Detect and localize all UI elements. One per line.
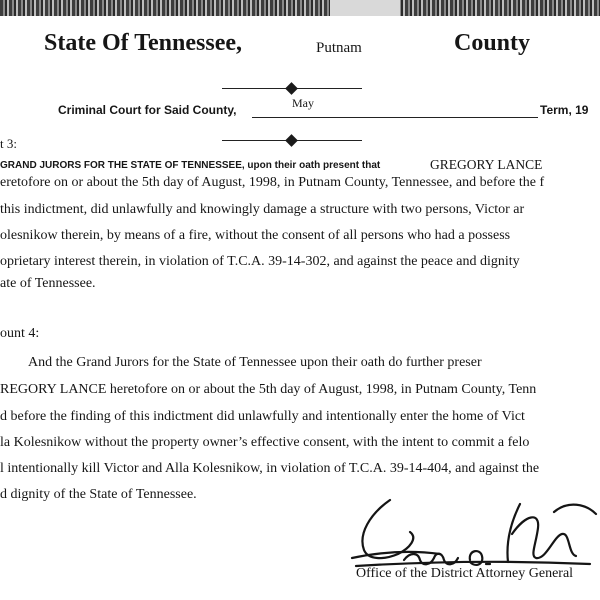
count-3-line: oprietary interest therein, in violation of T.C.A. 39-14-302, and against the peace and dignity: [0, 254, 520, 269]
count-3-line: this indictment, did unlawfully and knowingly damage a structure with two persons, Victor ar: [0, 202, 525, 217]
count-3-line: olesnikow therein, by means of a fire, without the consent of all persons who had a possess: [0, 228, 511, 243]
count-3-line: ate of Tennessee.: [0, 276, 96, 291]
office-caption: Office of the District Attorney General: [356, 566, 574, 581]
count-4-line: d dignity of the State of Tennessee.: [0, 487, 197, 502]
grand-jurors-preamble: GRAND JURORS FOR THE STATE OF TENNESSEE, upon their oath present that: [0, 160, 381, 171]
county-heading: County: [454, 30, 531, 56]
state-heading: State Of Tennessee,: [44, 30, 242, 56]
scan-edge-band: [0, 0, 600, 16]
count-4-line: la Kolesnikow without the property owner’s effective consent, with the intent to commit a felo: [0, 435, 530, 450]
divider-ornament-top: [285, 82, 298, 95]
count-3-label: t 3:: [0, 136, 17, 151]
term-month: May: [292, 96, 314, 110]
count-4-line: l intentionally kill Victor and Alla Kolesnikow, in violation of T.C.A. 39-14-404, and against the: [0, 461, 540, 476]
court-label: Criminal Court for Said County,: [58, 103, 237, 117]
count-4-label: ount 4:: [0, 326, 40, 341]
court-fill-line: [252, 117, 538, 118]
count-4-line: d before the finding of this indictment did unlawfully and intentionally enter the home of Vict: [0, 409, 525, 424]
count-4-line: REGORY LANCE heretofore on or about the 5th day of August, 1998, in Putnam County, Tenn: [0, 382, 537, 397]
count-4-line: And the Grand Jurors for the State of Tennessee upon their oath do further preser: [28, 355, 482, 370]
divider-ornament-bottom: [285, 134, 298, 147]
county-name: Putnam: [316, 40, 362, 56]
count-3-line: eretofore on or about the 5th day of August, 1998, in Putnam County, Tennessee, and before the f: [0, 175, 545, 190]
defendant-name: GREGORY LANCE: [430, 157, 543, 172]
term-label: Term, 19: [540, 103, 589, 117]
